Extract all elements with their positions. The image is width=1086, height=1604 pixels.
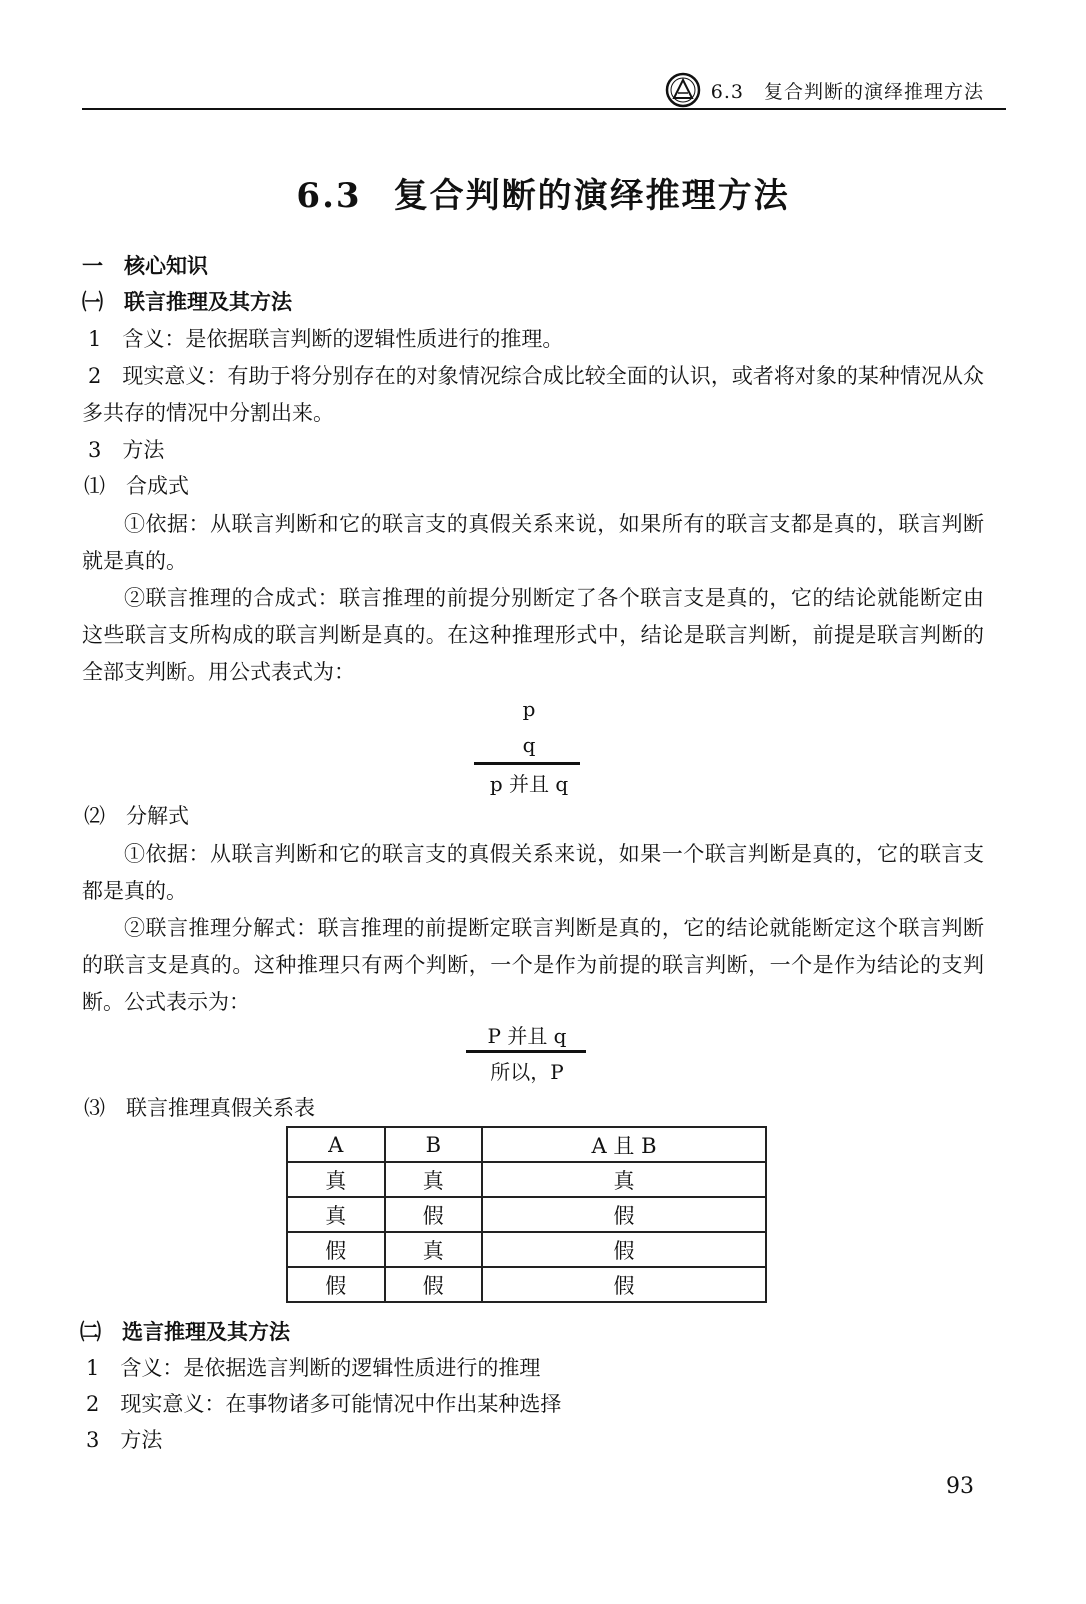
page-number: 93 [946, 1474, 974, 1499]
table-header-cell: B [385, 1127, 483, 1162]
formula-premise-p: p [522, 697, 536, 721]
paragraph-decomposition-form: ②联言推理分解式：联言推理的前提断定联言判断是真的，它的结论就能断定这个联言判断的联言支是真的。这种推理只有两个判断，一个是作为前提的联言判断，一个是作为结论的支判断。公式表示为： [82, 916, 984, 1014]
table-row [287, 1267, 766, 1302]
header-rule [82, 108, 1006, 110]
table-cell: 假 [482, 1232, 766, 1267]
subheading-synthesis: ⑴ 合成式 [84, 474, 189, 498]
paragraph-synthesis-form: ②联言推理的合成式：联言推理的前提分别断定了各个联言支是真的，它的结论就能断定由这些联言支所构成的联言判断是真的。在这种推理形式中，结论是联言判断，前提是联言判断的全部支判断。用公式表式为： [82, 586, 984, 684]
table-cell: 假 [287, 1232, 385, 1267]
table-cell: 假 [385, 1197, 483, 1232]
formula-premise-q: q [522, 733, 536, 757]
running-head [665, 70, 984, 110]
table-cell: 真 [287, 1162, 385, 1197]
item-significance: 2 现实意义：有助于将分别存在的对象情况综合成比较全面的认识，或者将对象的某种情况从众多共存的情况中分割出来。 [82, 364, 984, 425]
table-header-row [287, 1127, 766, 1162]
item-method: 3 方法 [88, 438, 165, 462]
table-cell: 真 [482, 1162, 766, 1197]
formula-conclusion: p 并且 q [489, 772, 569, 796]
formula2-conclusion: 所以，P [490, 1060, 564, 1084]
heading-disjunctive-inference: ㈡ 选言推理及其方法 [80, 1319, 290, 1344]
paragraph-decomposition-basis: ①依据：从联言判断和它的联言支的真假关系来说，如果一个联言判断是真的，它的联言支都是真的。 [82, 842, 984, 903]
heading-core-knowledge: 一 核心知识 [82, 253, 208, 278]
subheading-truth-table: ⑶ 联言推理真假关系表 [84, 1096, 315, 1120]
table-cell: 真 [385, 1232, 483, 1267]
formula-rule [474, 762, 580, 765]
formula2-rule [466, 1050, 586, 1053]
section-title [0, 168, 1086, 217]
table-header-cell: A [287, 1127, 385, 1162]
truth-table [286, 1126, 767, 1303]
table-cell: 真 [287, 1197, 385, 1232]
table-row [287, 1162, 766, 1197]
table-header-cell: A 且 B [482, 1127, 766, 1162]
table-cell: 假 [287, 1267, 385, 1302]
subheading-decomposition: ⑵ 分解式 [84, 804, 189, 828]
publisher-logo-icon [665, 72, 701, 108]
table-row [287, 1232, 766, 1267]
section-title-text: 复合判断的演绎推理方法 [393, 176, 790, 216]
table-cell: 真 [385, 1162, 483, 1197]
table-cell: 假 [482, 1197, 766, 1232]
table-cell: 假 [385, 1267, 483, 1302]
item-definition: 1 含义：是依据联言判断的逻辑性质进行的推理。 [88, 327, 564, 351]
table-cell: 假 [482, 1267, 766, 1302]
heading-conjunctive-inference: ㈠ 联言推理及其方法 [82, 289, 292, 314]
paragraph-synthesis-basis: ①依据：从联言判断和它的联言支的真假关系来说，如果所有的联言支都是真的，联言判断就是真的。 [82, 512, 984, 573]
section-number: 6.3 [296, 176, 362, 216]
table-row [287, 1197, 766, 1232]
running-title: 6.3 复合判断的演绎推理方法 [710, 80, 984, 103]
formula2-premise: P 并且 q [487, 1024, 567, 1048]
item-disjunctive-significance: 2 现实意义：在事物诸多可能情况中作出某种选择 [86, 1392, 562, 1416]
item-disjunctive-method: 3 方法 [86, 1428, 163, 1452]
item-disjunctive-definition: 1 含义：是依据选言判断的逻辑性质进行的推理 [86, 1356, 541, 1380]
